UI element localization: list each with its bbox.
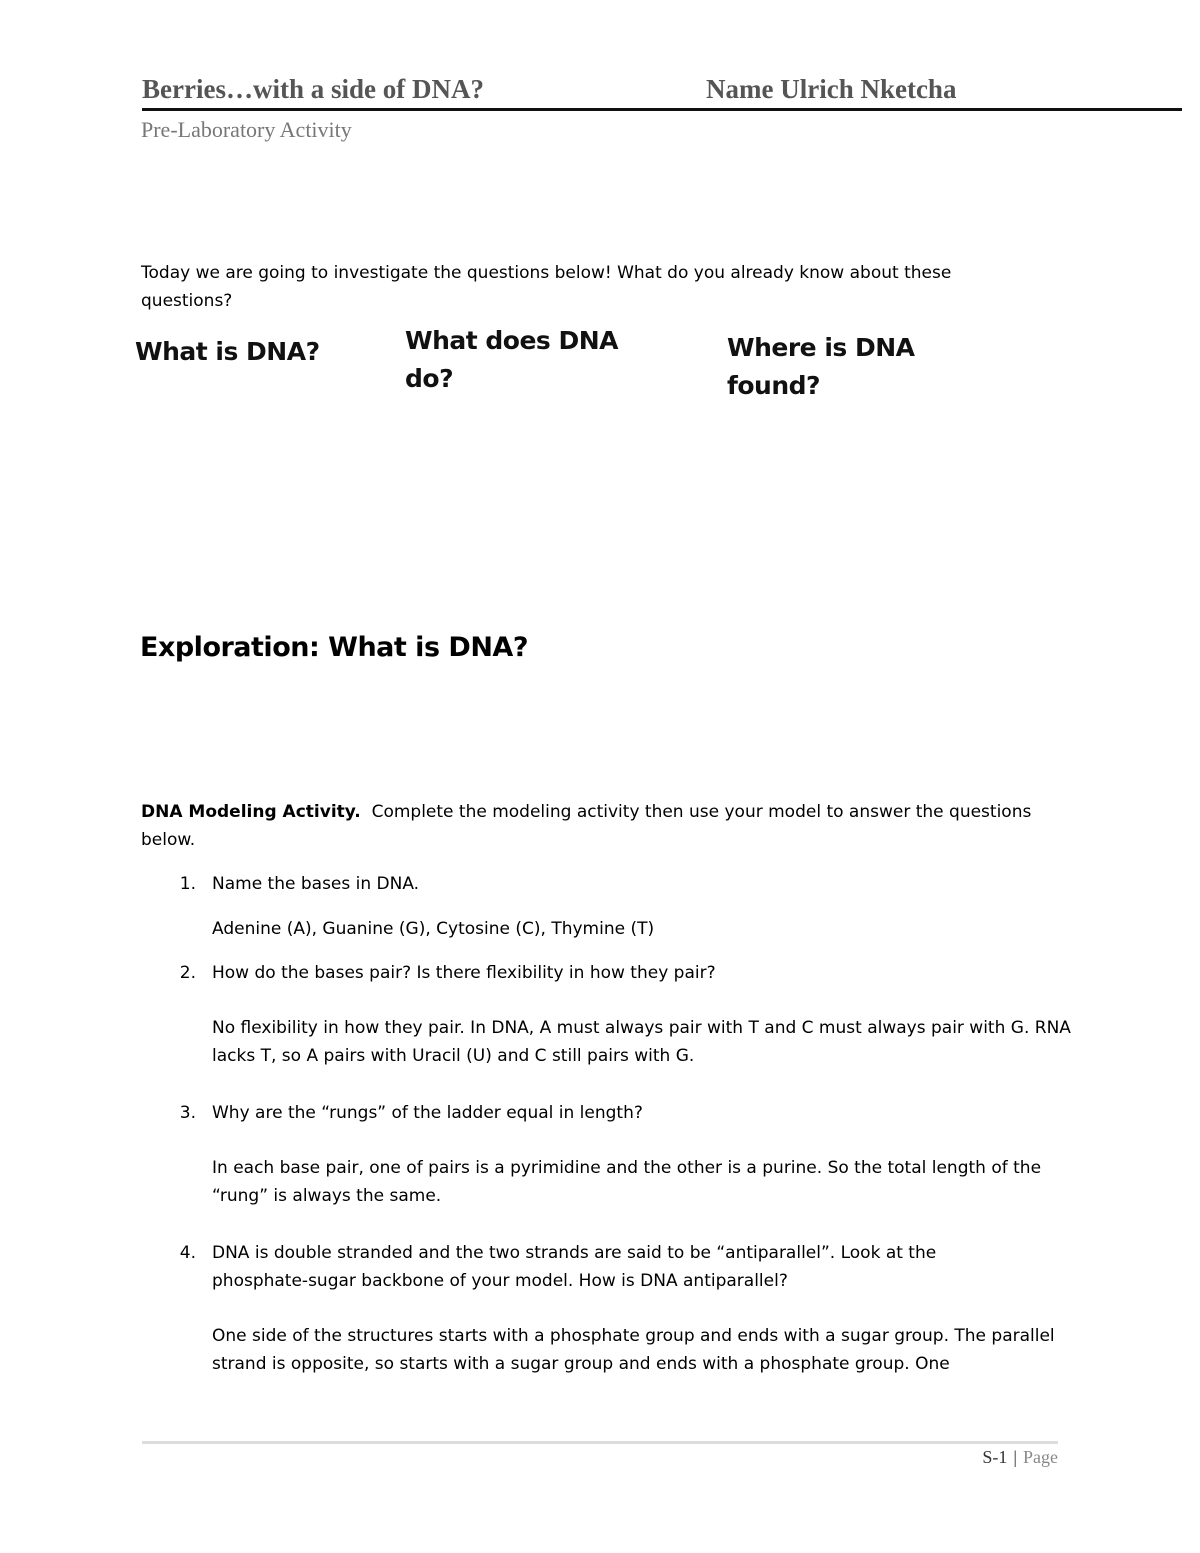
activity-title: DNA Modeling Activity.: [141, 802, 361, 822]
question-what-is-dna: What is DNA?: [135, 337, 320, 366]
item-number: 4.: [179, 1243, 196, 1263]
item-answer: No flexibility in how they pair. In DNA, A must always pair with T and C must always pair with G. RNA lacks T, so A pairs with Uracil (U) and C still pairs with G.: [212, 1018, 1071, 1066]
exploration-heading: Exploration: What is DNA?: [140, 632, 528, 663]
item-answer: In each base pair, one of pairs is a pyrimidine and the other is a purine. So the total length of the “rung” is always the same.: [212, 1158, 1042, 1206]
footer-rule: [142, 1441, 1058, 1444]
activity-instructions: Complete the modeling activity then use your model to answer the questions below.: [141, 802, 1032, 850]
page-number: S-1: [982, 1447, 1008, 1467]
page-label: Page: [1023, 1447, 1058, 1467]
item-answer: One side of the structures starts with a phosphate group and ends with a sugar group. The parallel strand is opposite, so starts with a sugar group and ends with a phosphate group. One: [212, 1326, 1055, 1374]
item-number: 2.: [179, 963, 196, 983]
footer-separator: |: [1013, 1447, 1017, 1467]
activity-intro: [141, 798, 1061, 854]
item-question: DNA is double stranded and the two strands are said to be “antiparallel”. Look at the phosphate-sugar backbone of your model. How is DNA antiparallel?: [212, 1243, 937, 1291]
item-number: 3.: [179, 1103, 196, 1123]
item-number: 1.: [179, 874, 196, 894]
item-answer: Adenine (A), Guanine (G), Cytosine (C), Thymine (T): [212, 919, 655, 939]
document-title: Berries…with a side of DNA?: [142, 74, 484, 104]
student-name: Name Ulrich Nketcha: [706, 74, 957, 104]
intro-text: Today we are going to investigate the questions below! What do you already know about these questions?: [141, 263, 952, 311]
item-question: How do the bases pair? Is there flexibility in how they pair?: [212, 963, 716, 983]
header-rule: [142, 108, 1182, 111]
item-question: Name the bases in DNA.: [212, 874, 420, 894]
page-footer: [982, 1447, 1058, 1468]
document-subtitle: Pre-Laboratory Activity: [141, 117, 352, 142]
item-question: Why are the “rungs” of the ladder equal in length?: [212, 1103, 643, 1123]
question-where-is-dna-found: Where is DNA found?: [727, 333, 915, 400]
question-what-does-dna-do: What does DNA do?: [405, 326, 619, 393]
